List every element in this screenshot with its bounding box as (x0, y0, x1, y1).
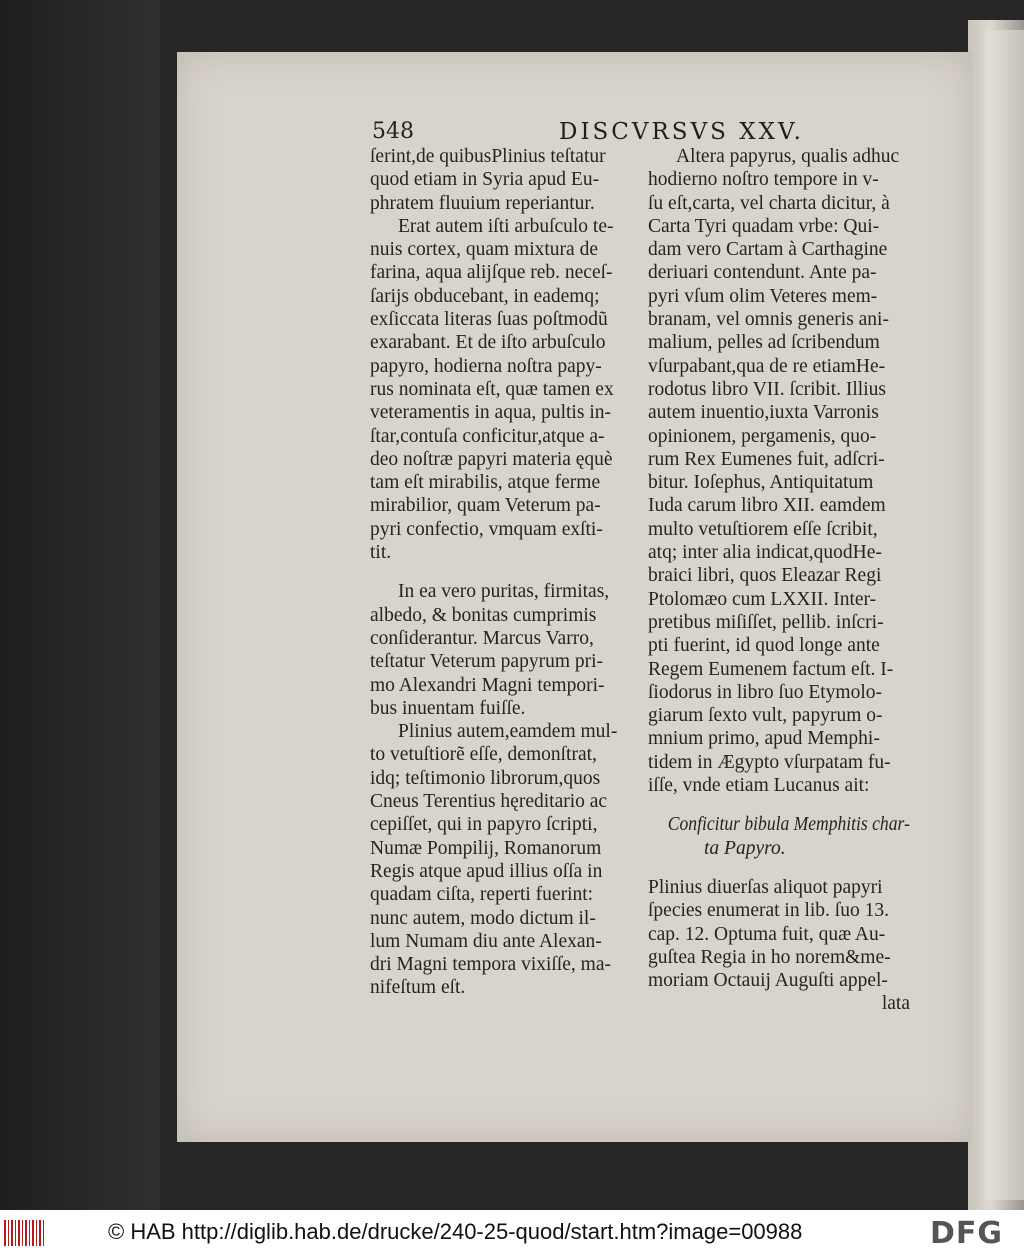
left-text-line: In ea vero puritas, firmitas, (398, 581, 610, 603)
left-text-line: lum Numam diu ante Alexan- (370, 930, 602, 952)
left-text-line: mirabilior, quam Veterum pa- (370, 495, 601, 517)
left-text-line: to vetuſtiorẽ eſſe, demonſtrat, (370, 744, 597, 766)
right-text-column (648, 145, 910, 1016)
right-text-line: vſurpabant,qua de re etiamHe- (648, 355, 886, 377)
right-text-line: ſu eſt,carta, vel charta dicitur, à (648, 192, 890, 214)
right-text-line: hodierno noſtro tempore in v- (648, 169, 879, 191)
right-text-line: pretibus miſiſſet, pellib. inſcri- (648, 611, 884, 633)
left-text-line: phratem fluuium reperiantur. (370, 192, 595, 214)
footer-bar (0, 1210, 1024, 1255)
left-text-line: deo noſtræ papyri materia ęquè (370, 448, 613, 470)
paragraph-gap (648, 860, 910, 876)
right-text-line: guſtea Regia in ho norem&me- (648, 946, 891, 968)
scan-margin-left (0, 0, 160, 1210)
left-text-line: nunc autem, modo dictum il- (370, 907, 596, 929)
left-text-line: veteramentis in aqua, pultis in- (370, 402, 611, 424)
hab-barcode-icon (4, 1220, 46, 1246)
paragraph-gap (370, 564, 640, 580)
left-text-line: pyri confectio, vmquam exſti- (370, 518, 603, 540)
left-text-column (370, 145, 640, 1000)
left-text-line: rus nominata eſt, quæ tamen ex (370, 378, 614, 400)
left-text-line: Numæ Pompilij, Romanorum (370, 837, 602, 859)
right-text-line: Carta Tyri quadam vrbe: Qui- (648, 215, 880, 237)
left-text-line: nifeſtum eſt. (370, 977, 466, 999)
left-text-line: albedo, & bonitas cumprimis (370, 604, 597, 626)
right-text-line: tidem in Ægypto vſurpatam fu- (648, 751, 891, 773)
left-text-line: tam eſt mirabilis, atque ferme (370, 472, 601, 494)
footer-copyright-url: © HAB http://diglib.hab.de/drucke/240-25-quod/start.htm?image=00988 (108, 1219, 803, 1244)
left-text-line: ſerint,de quibusPlinius teſtatur (370, 146, 606, 167)
right-text-line: pyri vſum olim Veteres mem- (648, 285, 878, 307)
right-text-line: dam vero Cartam à Carthagine (648, 239, 888, 261)
right-text-line: deriuari contendunt. Ante pa- (648, 262, 877, 284)
left-text-line: conſiderantur. Marcus Varro, (370, 627, 594, 649)
right-text-line: moriam Octauij Auguſti appel- (648, 970, 888, 992)
paragraph-gap (648, 797, 910, 813)
left-text-line: teſtatur Veterum papyrum pri- (370, 651, 604, 673)
right-text-line: Iuda carum libro XII. eamdem (648, 495, 886, 517)
left-text-line: papyro, hodierna noſtra papy- (370, 355, 602, 377)
left-text-line: ſarijs obducebant, in eademq; (370, 285, 600, 307)
right-text-line: autem inuentio,iuxta Varronis (648, 402, 879, 424)
left-text-line: Plinius autem,eamdem mul- (398, 721, 618, 743)
left-text-line: mo Alexandri Magni tempori- (370, 674, 605, 696)
right-text-line: Altera papyrus, qualis adhuc (676, 146, 900, 167)
right-text-line: ſiodorus in libro ſuo Etymolo- (648, 681, 882, 703)
left-text-line: Cneus Terentius hęreditario ac (370, 791, 608, 813)
left-text-line: cepiſſet, qui in papyro ſcripti, (370, 814, 598, 836)
right-text-line: malium, pelles ad ſcribendum (648, 332, 880, 354)
left-text-line: dri Magni tempora vixiſſe, ma- (370, 954, 611, 976)
running-title: DISCVRSVS XXV. (559, 119, 804, 145)
right-text-line: lata (881, 993, 910, 1015)
facing-page-strip (985, 30, 1024, 1200)
left-text-line: bus inuentam fuiſſe. (370, 697, 526, 719)
left-text-line: exarabant. Et de iſto arbuſculo (370, 332, 606, 354)
right-text-line: cap. 12. Optuma fuit, quæ Au- (648, 923, 886, 945)
left-text-line: Regis atque apud illius oſſa in (370, 860, 603, 882)
left-text-line: ſtar,contuſa conficitur,atque a- (370, 425, 605, 447)
dfg-logo: DFG (930, 1216, 1004, 1251)
left-text-line: quadam ciſta, reperti fuerint: (370, 884, 594, 906)
left-text-line: exſiccata literas ſuas poſtmodũ (370, 309, 608, 331)
right-text-line: iſſe, vnde etiam Lucanus ait: (648, 775, 870, 797)
right-text-line: ſpecies enumerat in lib. ſuo 13. (648, 900, 889, 922)
right-text-line: branam, vel omnis generis ani- (648, 309, 889, 331)
right-text-line: Plinius diuerſas aliquot papyri (648, 876, 883, 898)
right-text-line: giarum ſexto vult, papyrum o- (648, 705, 883, 727)
left-text-line: Erat autem iſti arbuſculo te- (398, 215, 614, 237)
right-text-line: rodotus libro VII. ſcribit. Illius (648, 378, 886, 400)
left-text-line: idq; teſtimonio librorum,quos (370, 767, 601, 789)
right-text-line: atq; inter alia indicat,quodHe- (648, 542, 882, 564)
left-text-line: tit. (370, 542, 392, 564)
right-text-line: braici libri, quos Eleazar Regi (648, 565, 882, 587)
right-text-line: pti fuerint, id quod longe ante (648, 635, 880, 657)
right-text-line: ta Papyro. (704, 837, 786, 859)
right-text-line: bitur. Ioſephus, Antiquitatum (648, 472, 874, 494)
right-text-line: Regem Eumenem factum eſt. I- (648, 658, 894, 680)
right-text-line: Ptolomæo cum LXXII. Inter- (648, 588, 877, 610)
right-text-line: Conficitur bibula Memphitis char- (667, 814, 910, 836)
right-text-line: multo vetuſtiorem eſſe ſcribit, (648, 518, 878, 540)
page-number: 548 (372, 119, 414, 144)
right-text-line: mnium primo, apud Memphi- (648, 728, 880, 750)
left-text-line: farina, aqua alijſque reb. neceſ- (370, 262, 613, 284)
left-text-line: quod etiam in Syria apud Eu- (370, 169, 600, 191)
right-text-line: opinionem, pergamenis, quo- (648, 425, 877, 447)
right-text-line: rum Rex Eumenes fuit, adſcri- (648, 448, 885, 470)
left-text-line: nuis cortex, quam mixtura de (370, 239, 598, 261)
